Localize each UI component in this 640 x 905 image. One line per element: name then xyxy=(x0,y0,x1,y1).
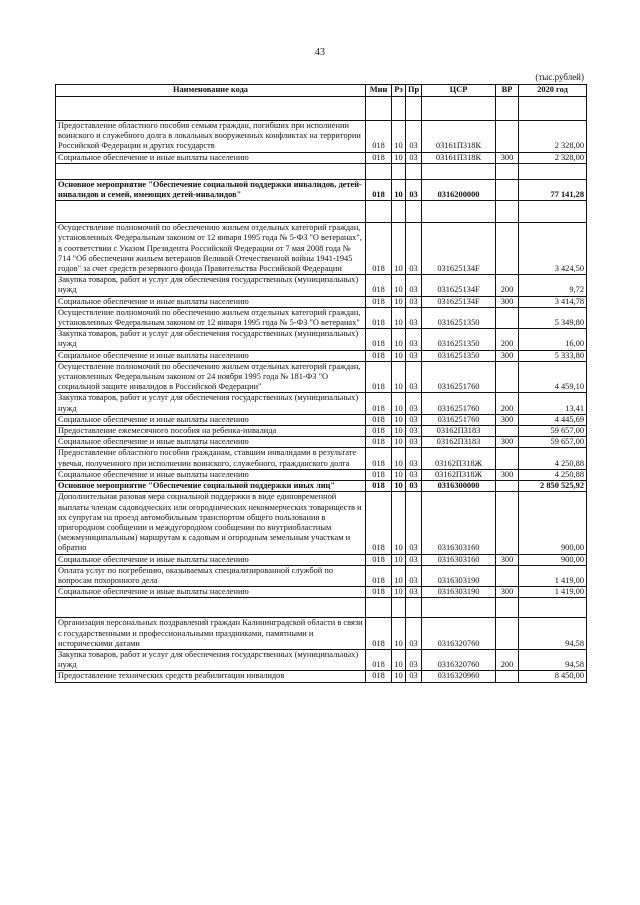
cell-name: Дополнительная разовая мера социальной поддержки в виде единовременной выплаты членам садоводческих или огороднических некоммерческих товариществ и их супругам на проезд автомобильным транспортом общего пользования в пригородном сообщении и междугородном сообщении по внутриобластным (межмуниципальным) маршрутам к садовым и огородным земельным участкам и обратно xyxy=(56,492,366,554)
cell-csr: 03161П318К xyxy=(422,121,496,153)
cell-vr: 300 xyxy=(496,437,519,448)
cell-rz: 10 xyxy=(392,275,406,296)
cell-csr xyxy=(422,598,496,618)
cell-pr: 03 xyxy=(406,671,422,682)
cell-amount: 59 657,00 xyxy=(519,437,587,448)
cell-amount: 1 419,00 xyxy=(519,587,587,598)
cell-name: Социальное обеспечение и иные выплаты населению xyxy=(56,469,366,480)
cell-amount: 16,00 xyxy=(519,329,587,350)
cell-min: 018 xyxy=(366,350,392,361)
cell-rz: 10 xyxy=(392,393,406,414)
table-row xyxy=(56,414,587,425)
cell-min: 018 xyxy=(366,296,392,307)
cell-min: 018 xyxy=(366,649,392,670)
cell-vr: 300 xyxy=(496,152,519,163)
cell-amount xyxy=(519,201,587,223)
cell-rz: 10 xyxy=(392,565,406,586)
table-row xyxy=(56,437,587,448)
cell-pr: 03 xyxy=(406,618,422,650)
cell-vr xyxy=(496,307,519,328)
header-rz: Рз xyxy=(392,85,406,97)
cell-csr: 0316303160 xyxy=(422,492,496,554)
cell-rz: 10 xyxy=(392,296,406,307)
cell-rz: 10 xyxy=(392,361,406,393)
cell-name: Закупка товаров, работ и услуг для обеспечения государственных (муниципальных) нужд xyxy=(56,393,366,414)
header-csr: ЦСР xyxy=(422,85,496,97)
cell-min: 018 xyxy=(366,179,392,200)
cell-min xyxy=(366,201,392,223)
cell-rz: 10 xyxy=(392,329,406,350)
header-name: Наименование кода xyxy=(56,85,366,97)
cell-rz: 10 xyxy=(392,671,406,682)
cell-csr: 0316251350 xyxy=(422,329,496,350)
cell-vr xyxy=(496,201,519,223)
cell-min: 018 xyxy=(366,393,392,414)
cell-vr: 200 xyxy=(496,275,519,296)
cell-amount: 3 414,78 xyxy=(519,296,587,307)
cell-vr: 200 xyxy=(496,649,519,670)
cell-vr xyxy=(496,565,519,586)
cell-pr: 03 xyxy=(406,350,422,361)
cell-csr: 0316251760 xyxy=(422,414,496,425)
cell-pr: 03 xyxy=(406,223,422,275)
cell-name: Закупка товаров, работ и услуг для обеспечения государственных (муниципальных) нужд xyxy=(56,275,366,296)
table-header-row xyxy=(56,85,587,97)
cell-rz: 10 xyxy=(392,121,406,153)
cell-vr xyxy=(496,481,519,492)
cell-rz: 10 xyxy=(392,152,406,163)
cell-pr: 03 xyxy=(406,426,422,437)
cell-vr xyxy=(496,492,519,554)
cell-csr: 0316251350 xyxy=(422,350,496,361)
cell-min: 018 xyxy=(366,671,392,682)
cell-csr: 03161П318К xyxy=(422,152,496,163)
table-row xyxy=(56,97,587,121)
cell-pr: 03 xyxy=(406,481,422,492)
cell-rz xyxy=(392,201,406,223)
cell-rz: 10 xyxy=(392,307,406,328)
cell-csr: 0316200000 xyxy=(422,179,496,200)
cell-name: Предоставление технических средств реабилитации инвалидов xyxy=(56,671,366,682)
cell-name xyxy=(56,201,366,223)
cell-vr xyxy=(496,618,519,650)
cell-vr xyxy=(496,671,519,682)
cell-amount xyxy=(519,163,587,179)
cell-vr xyxy=(496,163,519,179)
cell-rz: 10 xyxy=(392,554,406,565)
cell-rz: 10 xyxy=(392,179,406,200)
cell-csr: 0316303190 xyxy=(422,565,496,586)
cell-name: Социальное обеспечение и иные выплаты населению xyxy=(56,414,366,425)
cell-vr xyxy=(496,97,519,121)
cell-min: 018 xyxy=(366,275,392,296)
cell-name: Основное мероприятие "Обеспечение социальной поддержки иных лиц" xyxy=(56,481,366,492)
cell-pr: 03 xyxy=(406,565,422,586)
page-number: 43 xyxy=(315,47,325,58)
cell-name xyxy=(56,163,366,179)
cell-csr: 03162П3183 xyxy=(422,426,496,437)
cell-pr xyxy=(406,163,422,179)
cell-amount: 9,72 xyxy=(519,275,587,296)
cell-name: Социальное обеспечение и иные выплаты населению xyxy=(56,554,366,565)
cell-name: Социальное обеспечение и иные выплаты населению xyxy=(56,296,366,307)
table-row xyxy=(56,329,587,350)
cell-csr: 0316251350 xyxy=(422,307,496,328)
cell-min xyxy=(366,97,392,121)
table-row xyxy=(56,448,587,469)
cell-min: 018 xyxy=(366,361,392,393)
cell-rz xyxy=(392,97,406,121)
header-year: 2020 год xyxy=(519,85,587,97)
cell-amount: 4 459,10 xyxy=(519,361,587,393)
table-row xyxy=(56,121,587,153)
cell-vr xyxy=(496,179,519,200)
cell-amount: 94,58 xyxy=(519,618,587,650)
cell-pr: 03 xyxy=(406,414,422,425)
cell-vr xyxy=(496,223,519,275)
cell-min: 018 xyxy=(366,587,392,598)
cell-vr: 300 xyxy=(496,414,519,425)
cell-pr: 03 xyxy=(406,492,422,554)
cell-min: 018 xyxy=(366,414,392,425)
cell-rz: 10 xyxy=(392,587,406,598)
cell-pr: 03 xyxy=(406,152,422,163)
budget-table xyxy=(55,84,587,683)
cell-name: Социальное обеспечение и иные выплаты населению xyxy=(56,587,366,598)
cell-name: Предоставление областного пособия гражданам, ставшим инвалидами в результате увечья, полученного при исполнении воинского, служебного, гражданского долга xyxy=(56,448,366,469)
cell-pr: 03 xyxy=(406,437,422,448)
cell-pr: 03 xyxy=(406,554,422,565)
cell-csr: 03162П318Ж xyxy=(422,448,496,469)
cell-rz: 10 xyxy=(392,448,406,469)
table-row xyxy=(56,275,587,296)
cell-name: Закупка товаров, работ и услуг для обеспечения государственных (муниципальных) нужд xyxy=(56,649,366,670)
cell-amount: 94,58 xyxy=(519,649,587,670)
cell-name: Основное мероприятие "Обеспечение социальной поддержки инвалидов, детей-инвалидов и семей, имеющих детей-инвалидов" xyxy=(56,179,366,200)
cell-rz: 10 xyxy=(392,481,406,492)
cell-pr: 03 xyxy=(406,275,422,296)
cell-rz: 10 xyxy=(392,492,406,554)
cell-csr xyxy=(422,163,496,179)
cell-pr: 03 xyxy=(406,469,422,480)
cell-amount: 77 141,28 xyxy=(519,179,587,200)
cell-amount: 8 450,00 xyxy=(519,671,587,682)
cell-name xyxy=(56,97,366,121)
cell-min: 018 xyxy=(366,329,392,350)
cell-csr: 031625134F xyxy=(422,296,496,307)
cell-vr: 300 xyxy=(496,350,519,361)
cell-rz: 10 xyxy=(392,437,406,448)
header-vr: ВР xyxy=(496,85,519,97)
table-row xyxy=(56,307,587,328)
cell-rz: 10 xyxy=(392,618,406,650)
cell-pr: 03 xyxy=(406,393,422,414)
cell-min: 018 xyxy=(366,481,392,492)
table-row xyxy=(56,163,587,179)
table-row xyxy=(56,618,587,650)
cell-rz: 10 xyxy=(392,414,406,425)
table-row xyxy=(56,296,587,307)
cell-csr: 0316303160 xyxy=(422,554,496,565)
cell-min: 018 xyxy=(366,448,392,469)
cell-csr: 03162П3183 xyxy=(422,437,496,448)
cell-name: Предоставление ежемесячного пособия на ребенка-инвалида xyxy=(56,426,366,437)
cell-pr: 03 xyxy=(406,307,422,328)
cell-vr: 300 xyxy=(496,296,519,307)
cell-csr: 03162П318Ж xyxy=(422,469,496,480)
cell-amount: 13,41 xyxy=(519,393,587,414)
table-row xyxy=(56,565,587,586)
table-row xyxy=(56,361,587,393)
cell-vr xyxy=(496,426,519,437)
cell-min: 018 xyxy=(366,492,392,554)
cell-name: Социальное обеспечение и иные выплаты населению xyxy=(56,152,366,163)
cell-pr xyxy=(406,97,422,121)
table-row xyxy=(56,201,587,223)
cell-min: 018 xyxy=(366,469,392,480)
cell-pr: 03 xyxy=(406,361,422,393)
cell-csr xyxy=(422,201,496,223)
cell-min: 018 xyxy=(366,307,392,328)
cell-amount: 4 250,88 xyxy=(519,448,587,469)
table-row xyxy=(56,598,587,618)
cell-name: Оплата услуг по погребению, оказываемых специализированной службой по вопросам похоронного дела xyxy=(56,565,366,586)
cell-amount: 4 445,69 xyxy=(519,414,587,425)
cell-amount: 3 424,50 xyxy=(519,223,587,275)
cell-csr: 0316320760 xyxy=(422,649,496,670)
cell-amount: 2 850 525,92 xyxy=(519,481,587,492)
cell-csr: 0316300000 xyxy=(422,481,496,492)
cell-name: Организация персональных поздравлений граждан Калининградской области в связи с государственными и профессиональными праздниками, памятными и историческими датами xyxy=(56,618,366,650)
cell-pr: 03 xyxy=(406,448,422,469)
cell-vr xyxy=(496,598,519,618)
cell-csr: 0316320760 xyxy=(422,618,496,650)
cell-rz: 10 xyxy=(392,350,406,361)
header-min: Мин xyxy=(366,85,392,97)
cell-csr: 031625134F xyxy=(422,223,496,275)
cell-amount: 900,00 xyxy=(519,492,587,554)
cell-vr xyxy=(496,121,519,153)
cell-rz xyxy=(392,163,406,179)
cell-pr: 03 xyxy=(406,121,422,153)
cell-amount: 4 250,88 xyxy=(519,469,587,480)
cell-csr: 0316320960 xyxy=(422,671,496,682)
cell-pr: 03 xyxy=(406,649,422,670)
table-body xyxy=(56,97,587,683)
table-row xyxy=(56,393,587,414)
table-row xyxy=(56,671,587,682)
cell-min: 018 xyxy=(366,152,392,163)
cell-rz: 10 xyxy=(392,649,406,670)
cell-min: 018 xyxy=(366,223,392,275)
cell-csr xyxy=(422,97,496,121)
cell-pr: 03 xyxy=(406,296,422,307)
cell-min: 018 xyxy=(366,618,392,650)
cell-vr: 300 xyxy=(496,587,519,598)
cell-csr: 0316251760 xyxy=(422,393,496,414)
cell-vr: 300 xyxy=(496,469,519,480)
cell-name: Осуществление полномочий по обеспечению жильем отдельных категорий граждан, установленных Федеральным законом от 12 января 1995 года № 5-ФЗ "О ветеранах", в соответствии с Указом Президента Российской Федерации от 7 мая 2008 года № 714 "Об обеспечении жильем ветеранов Великой Отечественной войны 1941-1945 годов" за счет средств резервного фонда Правительства Российской Федерации xyxy=(56,223,366,275)
cell-name: Социальное обеспечение и иные выплаты населению xyxy=(56,350,366,361)
cell-min: 018 xyxy=(366,426,392,437)
cell-name: Осуществление полномочий по обеспечению жильем отдельных категорий граждан, установленных Федеральным законом от 24 ноября 1995 года № 181-ФЗ "О социальной защите инвалидов в Российской Федерации" xyxy=(56,361,366,393)
table-row xyxy=(56,492,587,554)
table-row xyxy=(56,426,587,437)
cell-min: 018 xyxy=(366,437,392,448)
cell-min: 018 xyxy=(366,121,392,153)
cell-vr: 200 xyxy=(496,329,519,350)
table-row xyxy=(56,350,587,361)
table-row xyxy=(56,554,587,565)
cell-amount: 2 328,00 xyxy=(519,152,587,163)
cell-pr: 03 xyxy=(406,179,422,200)
cell-csr: 0316303190 xyxy=(422,587,496,598)
cell-amount: 2 328,00 xyxy=(519,121,587,153)
cell-csr: 0316251760 xyxy=(422,361,496,393)
cell-pr xyxy=(406,201,422,223)
cell-amount: 900,00 xyxy=(519,554,587,565)
cell-pr: 03 xyxy=(406,329,422,350)
cell-rz: 10 xyxy=(392,223,406,275)
cell-name: Осуществление полномочий по обеспечению жильем отдельных категорий граждан, установленных Федеральным законом от 12 января 1995 года № 5-ФЗ "О ветеранах" xyxy=(56,307,366,328)
cell-pr xyxy=(406,598,422,618)
cell-rz: 10 xyxy=(392,426,406,437)
cell-vr: 200 xyxy=(496,393,519,414)
cell-rz xyxy=(392,598,406,618)
table-row xyxy=(56,223,587,275)
cell-name: Предоставление областного пособия семьям граждан, погибших при исполнении воинского и служебного долга в локальных вооруженных конфликтах на территории Российской Федерации и других государств xyxy=(56,121,366,153)
cell-rz: 10 xyxy=(392,469,406,480)
table-row xyxy=(56,152,587,163)
table-row xyxy=(56,179,587,200)
header-pr: Пр xyxy=(406,85,422,97)
cell-amount: 1 419,00 xyxy=(519,565,587,586)
table-row xyxy=(56,587,587,598)
cell-vr xyxy=(496,361,519,393)
cell-vr xyxy=(496,448,519,469)
cell-amount: 5 349,80 xyxy=(519,307,587,328)
cell-name: Социальное обеспечение и иные выплаты населению xyxy=(56,437,366,448)
cell-pr: 03 xyxy=(406,587,422,598)
cell-min: 018 xyxy=(366,565,392,586)
table-row xyxy=(56,469,587,480)
cell-vr: 300 xyxy=(496,554,519,565)
cell-amount xyxy=(519,598,587,618)
table-row xyxy=(56,649,587,670)
cell-amount: 59 657,00 xyxy=(519,426,587,437)
cell-csr: 031625134F xyxy=(422,275,496,296)
unit-label: (тыс.рублей) xyxy=(535,72,584,82)
cell-min xyxy=(366,163,392,179)
cell-amount xyxy=(519,97,587,121)
cell-name: Закупка товаров, работ и услуг для обеспечения государственных (муниципальных) нужд xyxy=(56,329,366,350)
cell-min xyxy=(366,598,392,618)
cell-min: 018 xyxy=(366,554,392,565)
cell-amount: 5 333,80 xyxy=(519,350,587,361)
table-row xyxy=(56,481,587,492)
cell-name xyxy=(56,598,366,618)
